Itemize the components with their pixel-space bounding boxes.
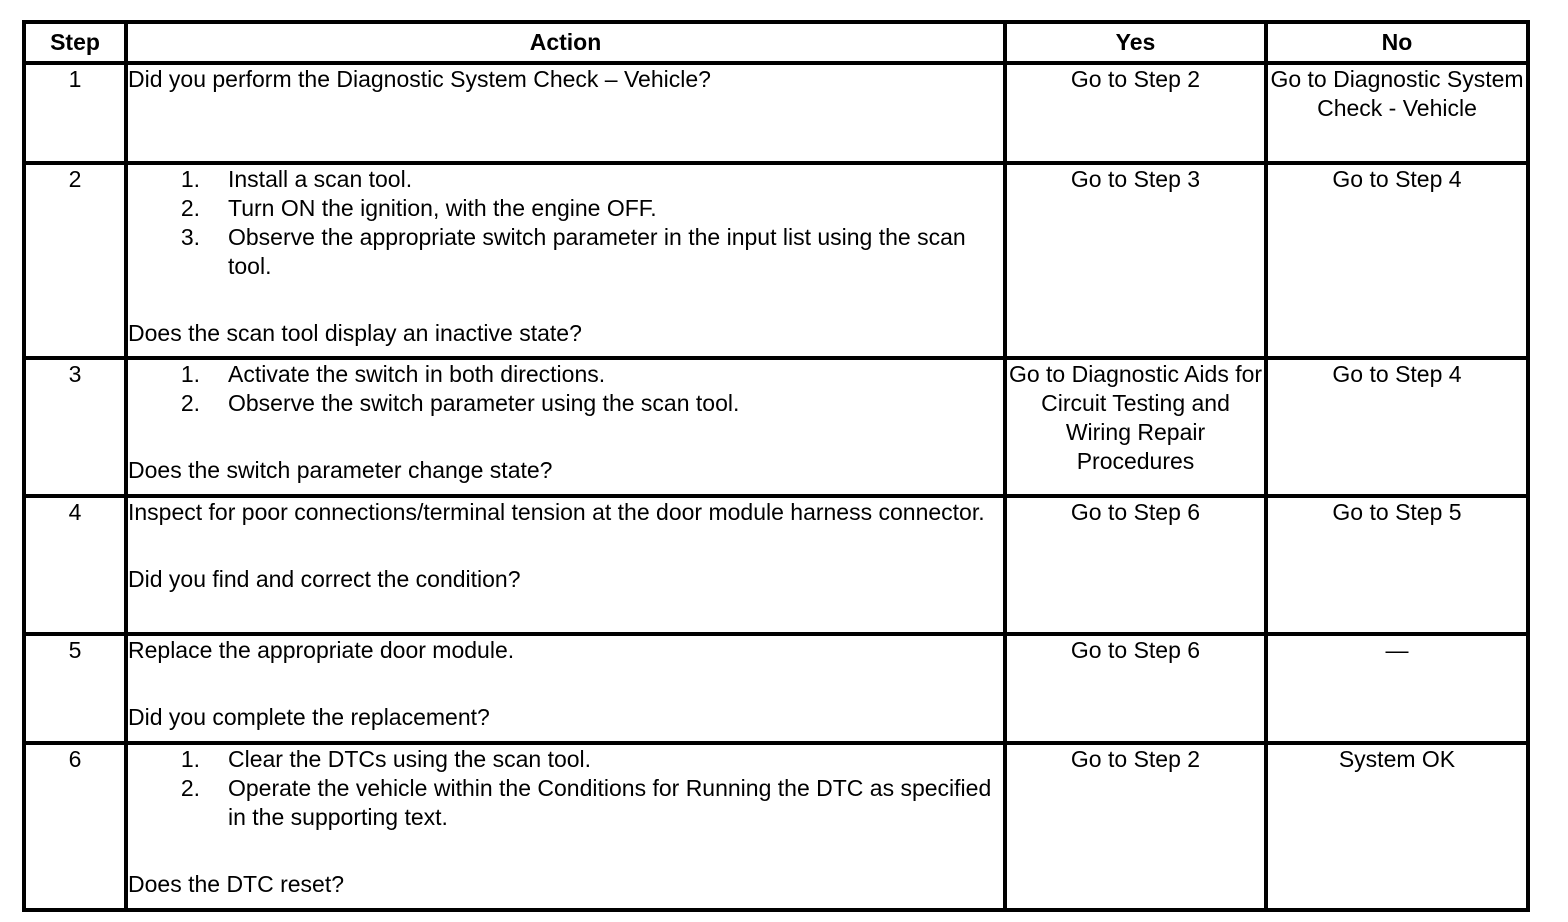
list-item-text: Install a scan tool.	[228, 166, 413, 192]
list-item-text: Clear the DTCs using the scan tool.	[228, 746, 592, 772]
no-cell: —	[1266, 634, 1528, 743]
action-question: Does the DTC reset?	[128, 871, 345, 897]
step-number: 1	[24, 63, 126, 163]
table-row	[24, 358, 1528, 496]
table-row	[24, 163, 1528, 358]
diagnostic-table	[22, 20, 1530, 912]
table-row	[24, 63, 1528, 163]
list-item-text: Turn ON the ignition, with the engine OFF.	[228, 195, 657, 221]
list-item-number: 1.	[180, 746, 200, 772]
header-yes: Yes	[1005, 22, 1266, 63]
yes-cell: Go to Step 2	[1005, 63, 1266, 163]
action-text: Inspect for poor connections/terminal tension at the door module harness connector.	[128, 499, 985, 525]
list-item	[128, 774, 1003, 832]
no-cell: Go to Diagnostic System Check - Vehicle	[1266, 63, 1528, 163]
header-step: Step	[24, 22, 126, 63]
action-cell	[126, 634, 1005, 743]
yes-cell: Go to Step 2	[1005, 743, 1266, 910]
header-row	[24, 22, 1528, 63]
no-cell: System OK	[1266, 743, 1528, 910]
list-item	[128, 389, 1003, 418]
step-number: 2	[24, 163, 126, 358]
action-cell	[126, 63, 1005, 163]
action-question: Did you find and correct the condition?	[128, 566, 521, 592]
action-cell	[126, 163, 1005, 358]
action-cell	[126, 358, 1005, 496]
header-no: No	[1266, 22, 1528, 63]
action-text: Replace the appropriate door module.	[128, 637, 515, 663]
action-question: Did you complete the replacement?	[128, 704, 490, 730]
list-item	[128, 360, 1003, 389]
list-item-number: 1.	[180, 166, 200, 192]
action-question: Does the switch parameter change state?	[128, 457, 553, 483]
list-item-number: 2.	[180, 390, 200, 416]
action-question: Does the scan tool display an inactive state?	[128, 320, 582, 346]
table-row	[24, 496, 1528, 634]
list-item-number: 2.	[180, 195, 200, 221]
action-cell	[126, 743, 1005, 910]
list-item	[128, 745, 1003, 774]
table-row	[24, 634, 1528, 743]
action-list	[128, 165, 1003, 281]
yes-cell: Go to Step 3	[1005, 163, 1266, 358]
action-text: Did you perform the Diagnostic System Check – Vehicle?	[128, 66, 711, 92]
list-item-number: 3.	[180, 224, 200, 250]
header-action: Action	[126, 22, 1005, 63]
action-list	[128, 360, 1003, 418]
yes-cell: Go to Step 6	[1005, 496, 1266, 634]
list-item	[128, 223, 1003, 281]
list-item-text: Activate the switch in both directions.	[228, 361, 606, 387]
list-item-text: Observe the appropriate switch parameter in the input list using the scan tool.	[228, 224, 966, 279]
list-item	[128, 194, 1003, 223]
action-list	[128, 745, 1003, 832]
no-cell: Go to Step 5	[1266, 496, 1528, 634]
step-number: 3	[24, 358, 126, 496]
list-item-number: 1.	[180, 361, 200, 387]
no-cell: Go to Step 4	[1266, 358, 1528, 496]
list-item-number: 2.	[180, 775, 200, 801]
list-item-text: Observe the switch parameter using the scan tool.	[228, 390, 740, 416]
yes-cell: Go to Step 6	[1005, 634, 1266, 743]
step-number: 6	[24, 743, 126, 910]
list-item	[128, 165, 1003, 194]
step-number: 5	[24, 634, 126, 743]
action-cell	[126, 496, 1005, 634]
step-number: 4	[24, 496, 126, 634]
table-row	[24, 743, 1528, 910]
yes-cell: Go to Diagnostic Aids for Circuit Testing and Wiring Repair Procedures	[1005, 358, 1266, 496]
list-item-text: Operate the vehicle within the Conditions for Running the DTC as specified in the supporting text.	[228, 775, 992, 830]
no-cell: Go to Step 4	[1266, 163, 1528, 358]
